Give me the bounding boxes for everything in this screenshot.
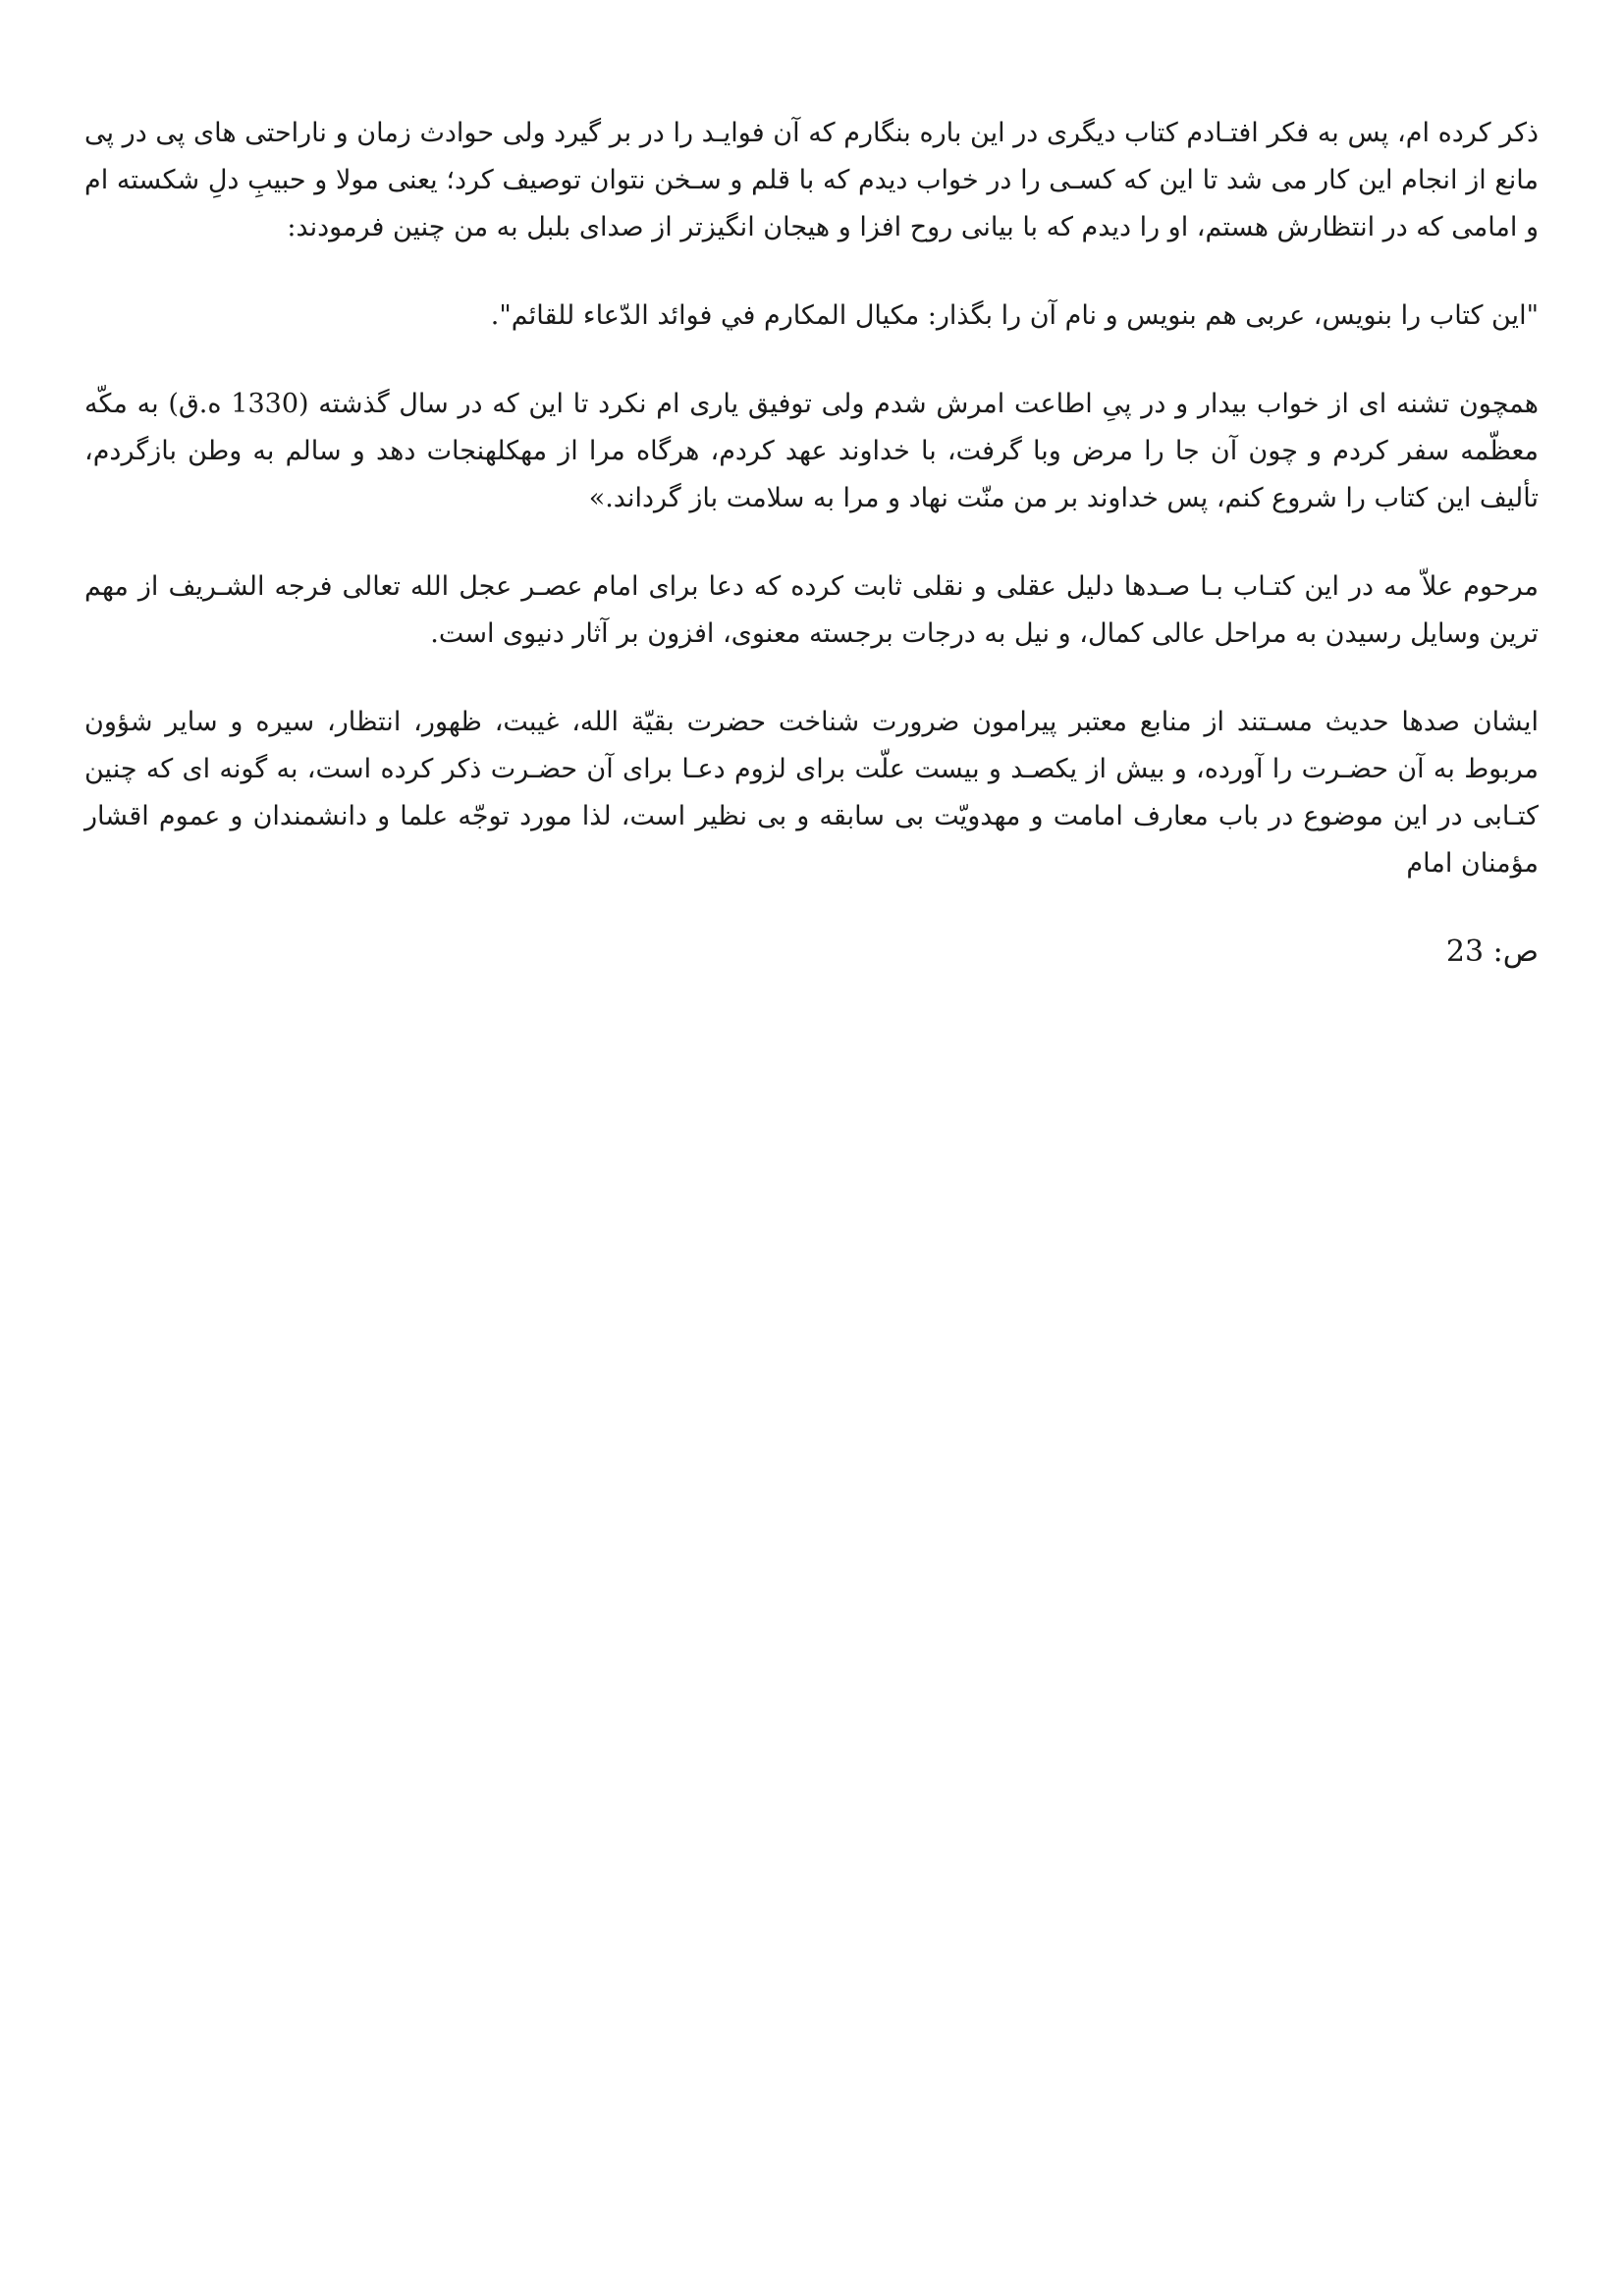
paragraph-journey: همچون تشنه ای از خواب بیدار و در پیِ اطاعت امرش شدم ولی توفیق یاری ام نکرد تا این که در سال گذشته (1330 ه.ق) به مکّه معظّمه سفر کردم و چون آن جا را مرض وبا گرفت، با خداوند عهد کردم، هرگاه مرا از مهکلهنجات دهد و سالم به وطن بازگردم، تألیف این کتاب را شروع کنم، پس خداوند بر من منّت نهاد و مرا به سلامت باز گرداند.» xyxy=(84,389,1539,513)
paragraph-hadith: ایشان صدها حدیث مسـتند از منابع معتبر پیرامون ضرورت شناخت حضرت بقیّة الله، غیبت، ظهور، انتظار، سیره و سایر شؤون مربوط به آن حضـرت را آورده، و بیش از یکصـد و بیست علّت برای لزوم دعـا برای آن حضـرت ذکر کرده است، به گونه ای که چنین کتـابی در این موضوع در باب معارف امامت و مهدویّت بی سابقه و بی نظیر است، لذا مورد توجّه علما و دانشمندان و عموم اقشار مؤمنان امام xyxy=(84,707,1539,879)
paragraph-allameh: مرحوم علاّ مه در این کتـاب بـا صـدها دلیل عقلی و نقلی ثابت کرده که دعا برای امام عصـر عجل الله تعالی فرجه الشـریف از مهم ترین وسایل رسیدن به مراحل عالی کمال، و نیل به درجات برجسته معنوی، افزون بر آثار دنیوی است. xyxy=(84,571,1539,649)
document-page xyxy=(84,110,1539,976)
paragraph-quote: "این کتاب را بنویس، عربی هم بنویس و نام آن را بگذار: مکیال المکارم في فوائد الدّعاء للقائم". xyxy=(490,300,1539,331)
page-number: ص: 23 xyxy=(1445,934,1539,969)
paragraph-intro: ذکر کرده ام، پس به فکر افتـادم کتاب دیگری در این باره بنگارم که آن فوایـد را در بر گیرد ولی حوادث زمان و ناراحتی های پی در پی مانع از انجام این کار می شد تا این که کسـی را در خواب دیدم که با قلم و سـخن نتوان توصیف کرد؛ یعنی مولا و حبیبِ دلِ شکسته ام و امامی که در انتظارش هستم، او را دیدم که با بیانی روح افزا و هیجان انگیزتر از صدای بلبل به من چنین فرمودند: xyxy=(84,118,1539,242)
